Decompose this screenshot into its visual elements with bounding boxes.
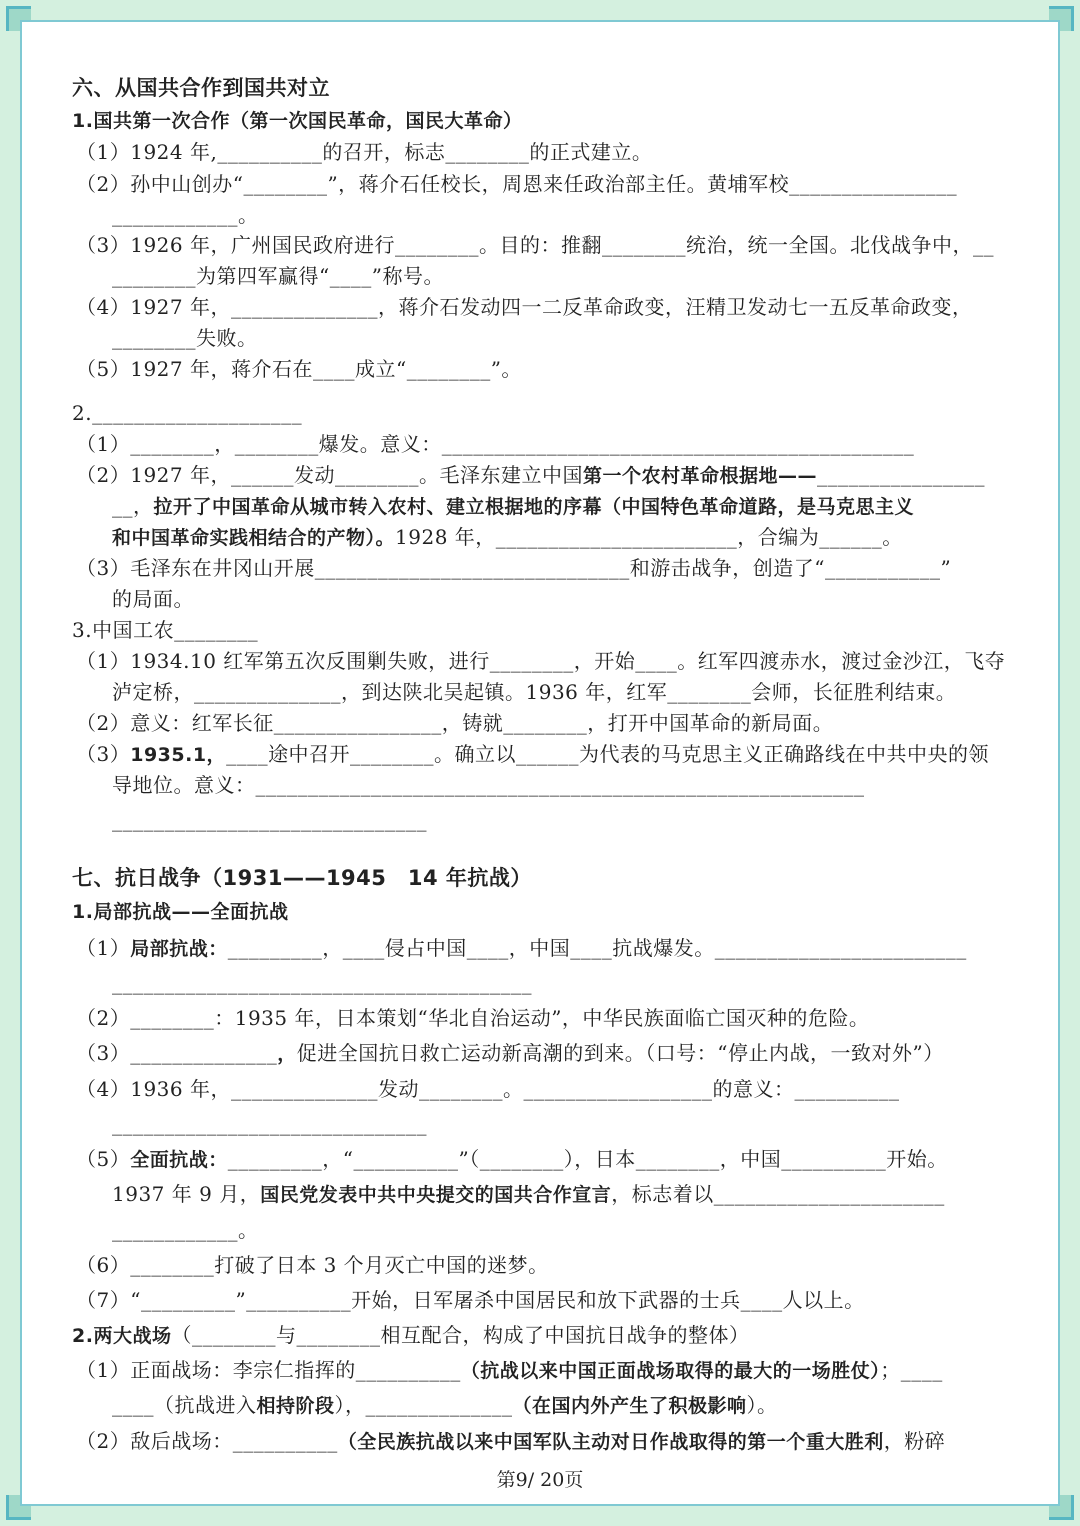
fill-line bbox=[72, 1321, 749, 1350]
fill-line bbox=[76, 740, 989, 769]
fill-line: ________为第四军赢得“____”称号。 bbox=[112, 264, 444, 288]
blank: __， bbox=[112, 494, 154, 518]
fill-line bbox=[76, 934, 967, 963]
text-run: （5） bbox=[76, 1147, 131, 1171]
fill-line bbox=[76, 461, 985, 490]
bold-text: （抗战以来中国正面战场取得的最大的一场胜仗） bbox=[460, 1360, 881, 1382]
text-run: （3）______________ bbox=[76, 1041, 278, 1065]
text-run: （1）正面战场：李宗仁指挥的__________ bbox=[76, 1358, 461, 1382]
fill-line: （3）毛泽东在井冈山开展______________________________和游击战争，创造了“___________” bbox=[76, 556, 952, 580]
text-run: ____途中召开________。确立以______为代表的马克思主义正确路线在中共中央的领 bbox=[226, 742, 990, 766]
fill-line: （2）意义：红军长征________________，铸就________，打开中国革命的新局面。 bbox=[76, 711, 834, 735]
fill-line bbox=[112, 492, 914, 521]
text-run: _________，“__________”（________），日本________，中国__________开始。 bbox=[227, 1147, 948, 1171]
fill-line bbox=[76, 1427, 945, 1456]
text-run: 1937 年 9 月， bbox=[112, 1182, 261, 1206]
fill-line: （2）孙中山创办“________”，蒋介石任校长，周恩来任政治部主任。黄埔军校________________ bbox=[76, 172, 958, 196]
bold-text: 局部抗战： bbox=[130, 938, 228, 960]
text-run: _________，____侵占中国____，中国____抗战爆发。________________________ bbox=[227, 936, 967, 960]
text-run: 1928 年，_______________________，合编为______。 bbox=[395, 525, 903, 549]
text-run: （2）敌后战场：__________ bbox=[76, 1429, 338, 1453]
text-run: ；____ bbox=[880, 1358, 943, 1382]
bold-text: ， bbox=[277, 1043, 297, 1065]
text-run: ，粉碎 bbox=[883, 1429, 946, 1453]
bold-text: 全面抗战： bbox=[130, 1149, 228, 1171]
fill-line: 的局面。 bbox=[112, 587, 194, 611]
subsection-title: 1.局部抗战——全面抗战 bbox=[72, 901, 289, 923]
blank: ________________ bbox=[817, 463, 985, 487]
bold-text: 国民党发表中共中央提交的国共合作宣言 bbox=[260, 1184, 612, 1206]
text-run: 促进全国抗日救亡运动新高潮的到来。（口号：“停止内战，一致对外”） bbox=[296, 1041, 944, 1065]
text-run: （3） bbox=[76, 742, 131, 766]
fill-line: （2）________：1935 年，日本策划“华北自治运动”，中华民族面临亡国灭种的危险。 bbox=[76, 1006, 870, 1030]
fill-line: （1）________，________爆发。意义：_____________________________________________ bbox=[76, 432, 915, 456]
fill-line bbox=[76, 1145, 948, 1174]
fill-line: ________________________________________ bbox=[112, 971, 532, 995]
text-run: ____（抗战进入 bbox=[112, 1393, 257, 1417]
text-run: ，标志着以______________________ bbox=[611, 1182, 945, 1206]
fill-line: （1）1924 年,__________的召开，标志________的正式建立。 bbox=[76, 140, 653, 164]
text-run: （1） bbox=[76, 936, 131, 960]
fill-line bbox=[112, 1180, 945, 1209]
fill-line: （4）1936 年，______________发动________。__________________的意义：__________ bbox=[76, 1077, 900, 1101]
fill-line: ______________________________ bbox=[112, 808, 427, 832]
fill-line: ____________。 bbox=[112, 1218, 259, 1242]
subsection-title: 1.国共第一次合作（第一次国民革命，国民大革命） bbox=[72, 110, 523, 132]
fill-line: （4）1927 年，______________，蒋介石发动四一二反革命政变，汪精卫发动七一五反革命政变， bbox=[76, 295, 973, 319]
fill-line bbox=[112, 1391, 778, 1420]
text-run: ）。 bbox=[746, 1393, 778, 1417]
fill-line bbox=[76, 1356, 943, 1385]
fill-line: （6）________打破了日本 3 个月灭亡中国的迷梦。 bbox=[76, 1253, 549, 1277]
bold-text: （在国内外产生了积极影响 bbox=[512, 1395, 747, 1417]
bold-text: 第一个农村革命根据地—— bbox=[582, 465, 817, 487]
fill-line: ________失败。 bbox=[112, 326, 258, 350]
fill-line: （7）“_________”__________开始，日军屠杀中国居民和放下武器的士兵____人以上。 bbox=[76, 1288, 865, 1312]
fill-line: （1）1934.10 红军第五次反围剿失败，进行________，开始____。红军四渡赤水，渡过金沙江，飞夺 bbox=[76, 649, 1006, 673]
bold-text: 相持阶段 bbox=[256, 1395, 335, 1417]
text-run: ），______________ bbox=[334, 1393, 513, 1417]
bold-text: 1935.1， bbox=[130, 744, 227, 766]
fill-line: 3.中国工农________ bbox=[72, 618, 259, 642]
section-title: 七、抗日战争（1931——1945 14 年抗战） bbox=[72, 866, 532, 890]
fill-line: 导地位。意义：__________________________________________________________ bbox=[112, 773, 865, 797]
text-run: （2）1927 年，______发动________。毛泽东建立中国 bbox=[76, 463, 583, 487]
fill-line: ______________________________ bbox=[112, 1112, 427, 1136]
fill-line: 2.____________________ bbox=[72, 401, 303, 425]
fill-line: 泸定桥，______________，到达陕北吴起镇。1936 年，红军________会师，长征胜利结束。 bbox=[112, 680, 957, 704]
fill-line: ____________。 bbox=[112, 203, 259, 227]
page-number: 第9/ 20页 bbox=[496, 1469, 584, 1491]
bold-text: 和中国革命实践相结合的产物）。 bbox=[112, 527, 396, 549]
text-run: （________与________相互配合，构成了中国抗日战争的整体） bbox=[171, 1323, 750, 1347]
fill-line bbox=[76, 1039, 944, 1068]
fill-line: （5）1927 年，蒋介石在____成立“________”。 bbox=[76, 357, 522, 381]
bold-text: 拉开了中国革命从城市转入农村、建立根据地的序幕（中国特色革命道路，是马克思主义 bbox=[153, 496, 915, 518]
bold-text: （全民族抗战以来中国军队主动对日作战取得的第一个重大胜利 bbox=[337, 1431, 884, 1453]
bold-text: 2.两大战场 bbox=[72, 1325, 172, 1347]
section-title: 六、从国共合作到国共对立 bbox=[72, 76, 330, 100]
fill-line bbox=[112, 523, 903, 552]
fill-line: （3）1926 年，广州国民政府进行________。目的：推翻________统治，统一全国。北伐战争中，__ bbox=[76, 233, 994, 257]
